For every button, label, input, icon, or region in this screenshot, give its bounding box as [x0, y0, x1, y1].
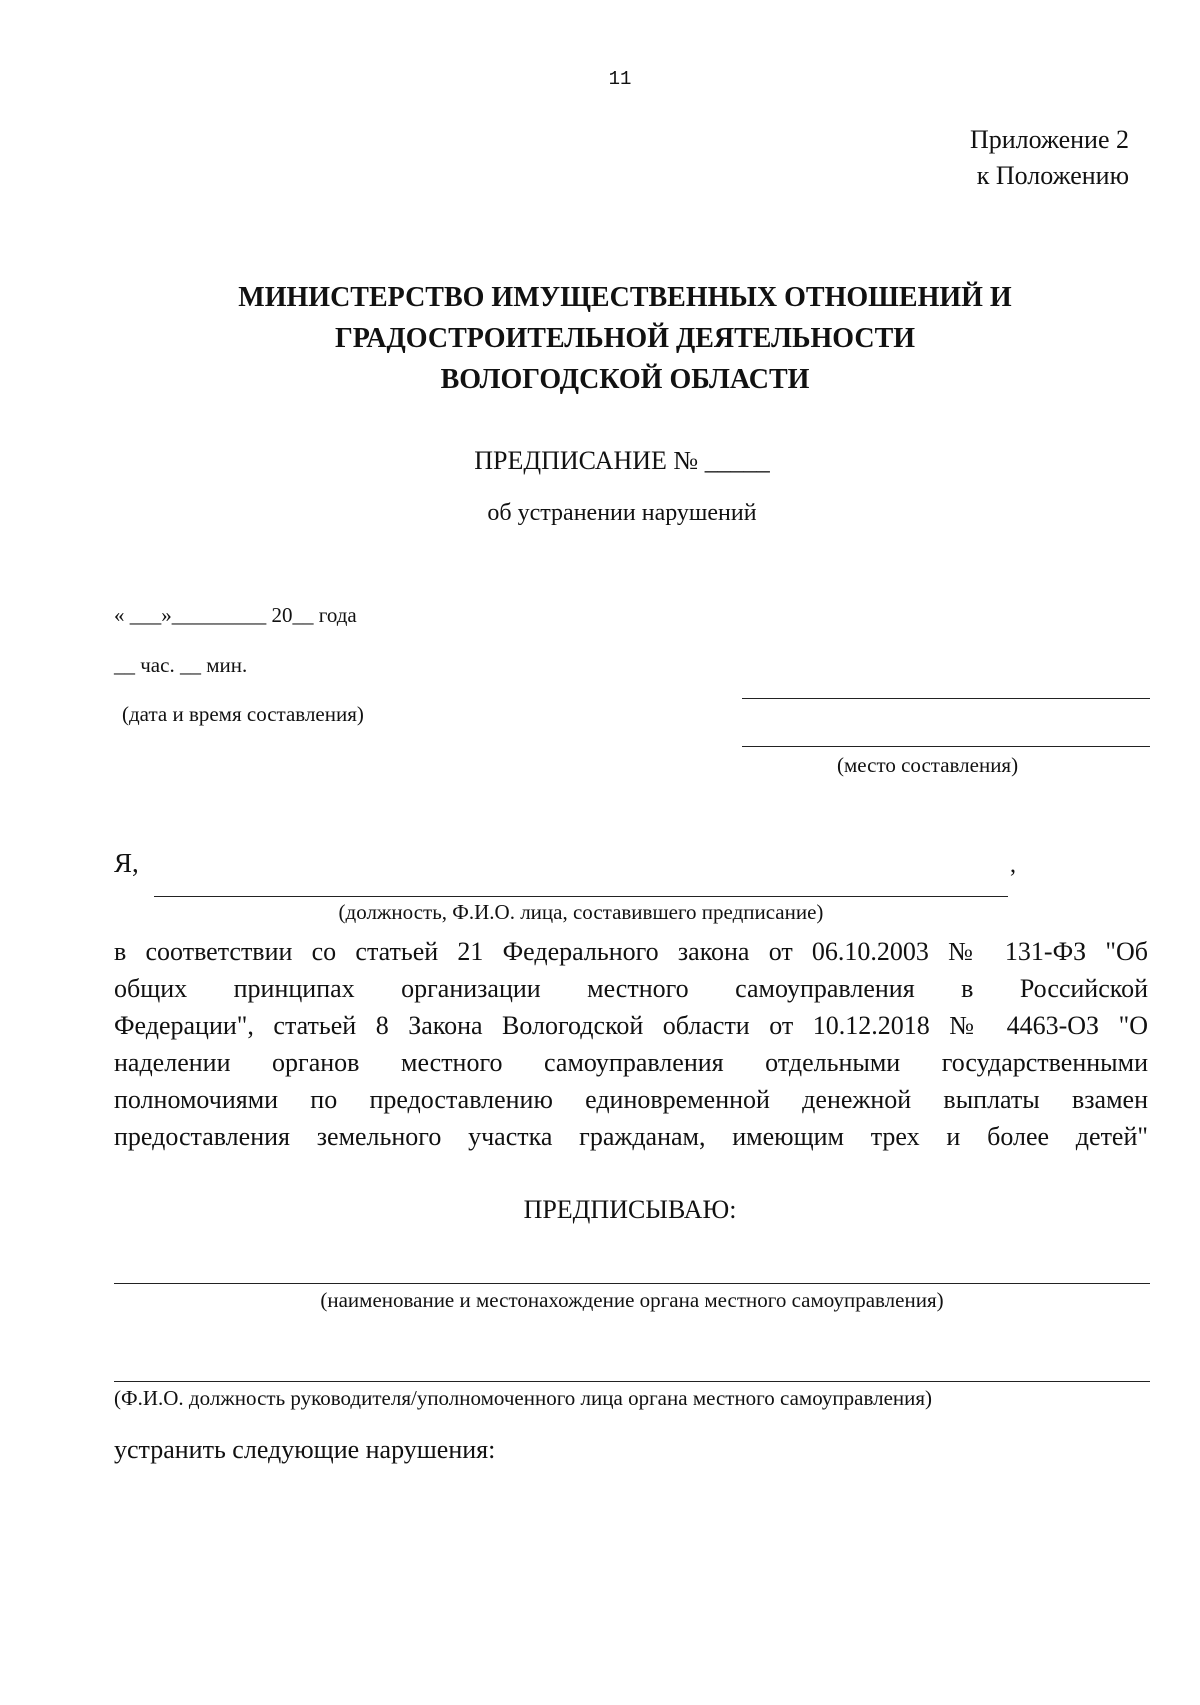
ministry-heading — [0, 277, 1200, 400]
organ-line — [114, 1283, 1150, 1284]
order-title: ПРЕДПИСАНИЕ № _____ — [474, 446, 770, 475]
order-subtitle: об устранении нарушений — [487, 500, 757, 526]
prescribe-heading: ПРЕДПИСЫВАЮ: — [523, 1195, 737, 1224]
date-field: « ___»_________ 20__ года — [114, 603, 357, 627]
author-comma: , — [1010, 852, 1016, 878]
appendix-reference — [970, 122, 1129, 194]
page-number: 11 — [608, 68, 632, 90]
basis-line-5: полномочиями по предоставлению единовременной денежной выплаты взамен — [114, 1085, 1148, 1114]
head-caption: (Ф.И.О. должность руководителя/уполномоченного лица органа местного самоуправления) — [114, 1386, 933, 1410]
head-line — [114, 1381, 1150, 1382]
author-line — [154, 896, 1008, 897]
ministry-line-3: ВОЛОГОДСКОЙ ОБЛАСТИ — [440, 364, 810, 395]
basis-line-3: Федерации", статьей 8 Закона Вологодской области от 10.12.2018 № 4463-ОЗ "О — [114, 1011, 1148, 1040]
organ-caption: (наименование и местонахождение органа местного самоуправления) — [320, 1288, 944, 1312]
place-caption: (место составления) — [837, 753, 1019, 777]
place-line-1 — [742, 698, 1150, 699]
basis-line-1: в соответствии со статьей 21 Федерального закона от 06.10.2003 № 131-ФЗ "Об — [114, 937, 1148, 966]
appendix-line-1: Приложение 2 — [969, 125, 1129, 154]
eliminate-text: устранить следующие нарушения: — [114, 1435, 496, 1464]
author-caption: (должность, Ф.И.О. лица, составившего предписание) — [338, 900, 824, 924]
date-time-caption: (дата и время составления) — [122, 702, 364, 726]
ministry-line-2: ГРАДОСТРОИТЕЛЬНОЙ ДЕЯТЕЛЬНОСТИ — [334, 323, 916, 354]
basis-line-6: предоставления земельного участка гражданам, имеющим трех и более детей" — [114, 1122, 1148, 1151]
basis-line-4: наделении органов местного самоуправления отдельными государственными — [114, 1048, 1148, 1077]
appendix-line-2: к Положению — [976, 161, 1129, 190]
place-line-2 — [742, 746, 1150, 747]
basis-line-2: общих принципах организации местного самоуправления в Российской — [114, 974, 1148, 1003]
time-field: __ час. __ мин. — [114, 653, 248, 677]
ministry-line-1: МИНИСТЕРСТВО ИМУЩЕСТВЕННЫХ ОТНОШЕНИЙ И — [238, 282, 1012, 313]
legal-basis-text — [114, 933, 1148, 1155]
author-prefix: Я, — [114, 848, 139, 878]
